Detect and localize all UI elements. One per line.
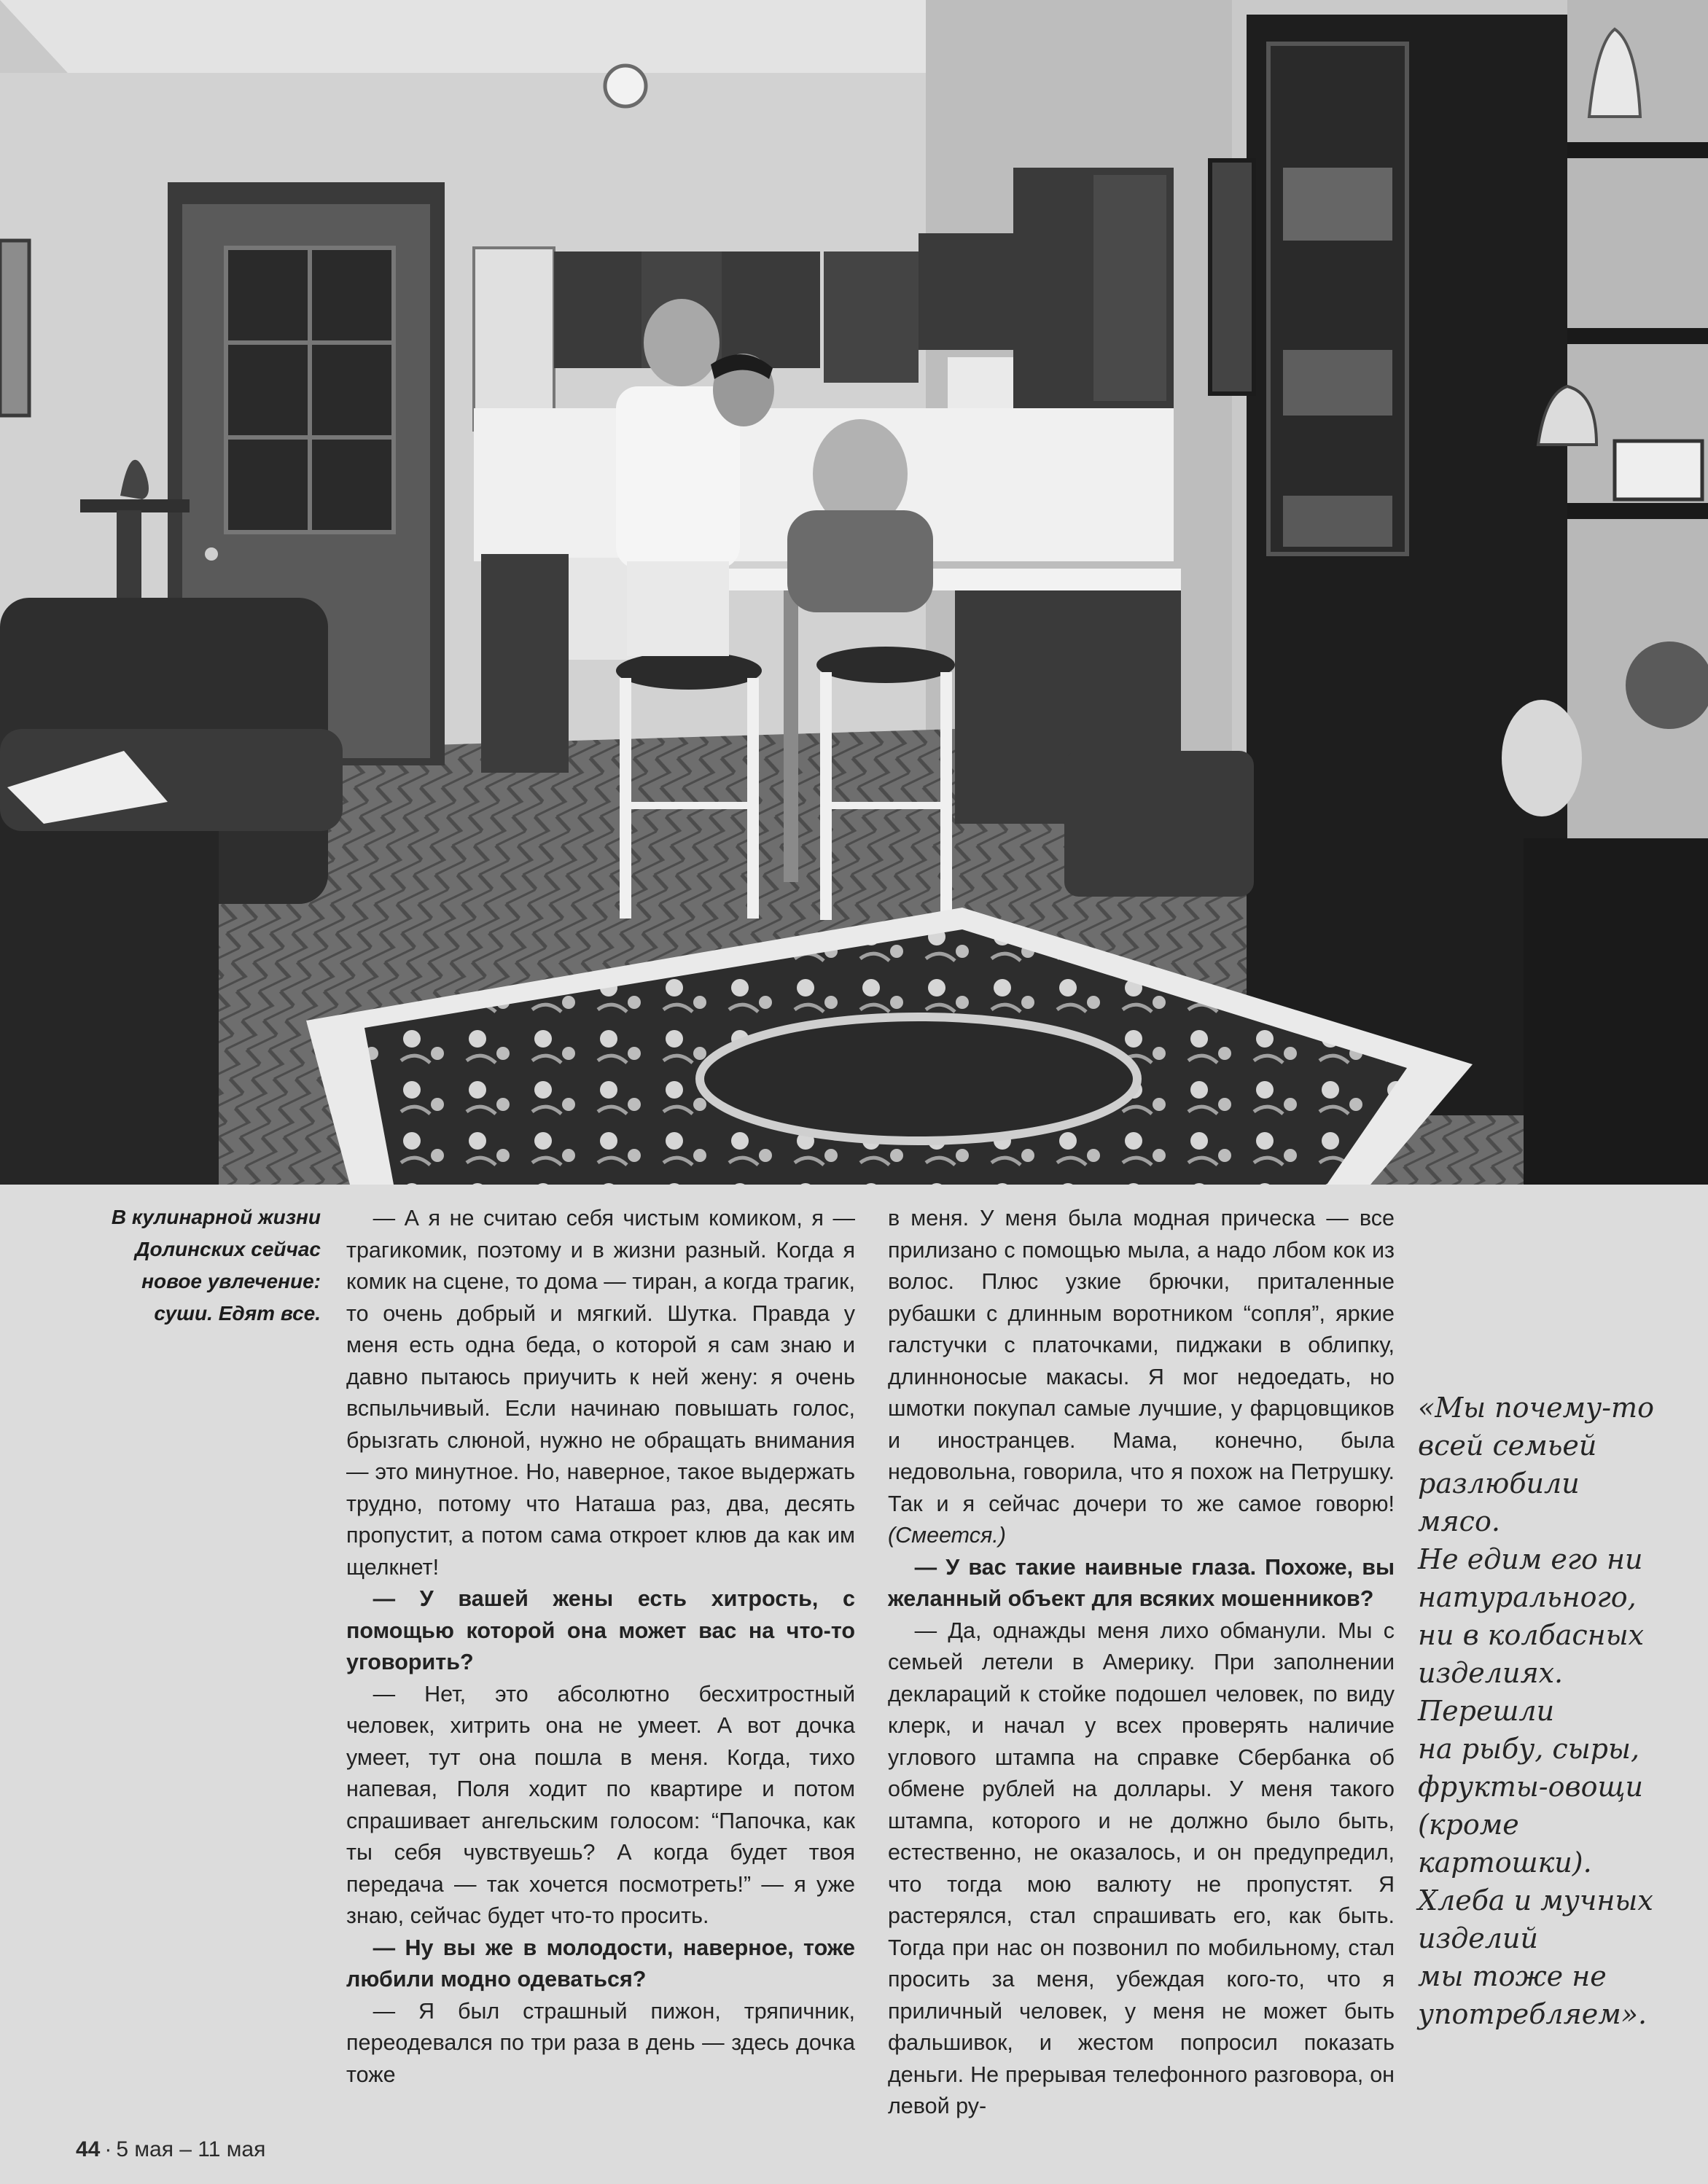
issue-dates: 5 мая – 11 мая <box>116 2137 266 2161</box>
answer-paragraph: — Я был страшный пижон, тряпичник, переодевался по три раза в день — здесь дочка тоже <box>346 1998 855 2087</box>
pull-quote-line: Хлеба и мучных <box>1418 1884 1653 1916</box>
interview-question: — Ну вы же в молодости, наверное, тоже любили модно одеваться? <box>346 1935 855 1992</box>
caption-line: Долинских сейчас <box>135 1238 321 1260</box>
stage-direction: (Смеется.) <box>888 1523 1006 1548</box>
pull-quote <box>1418 1389 1658 2033</box>
pull-quote-line: всей семьей <box>1418 1430 1597 1462</box>
article-column-1 <box>346 1203 855 2091</box>
pull-quote-line: ни в колбасных <box>1418 1619 1645 1651</box>
pull-quote-line: изделий <box>1418 1922 1538 1954</box>
photo-caption <box>87 1201 321 1330</box>
pull-quote-line: изделиях. <box>1418 1657 1564 1689</box>
pull-quote-line: употребляем». <box>1418 1998 1647 2030</box>
pull-quote-line: (кроме <box>1418 1809 1519 1841</box>
pull-quote-line: картошки). <box>1418 1846 1592 1879</box>
caption-line: суши. Едят все. <box>154 1302 321 1325</box>
interview-question: — У вашей жены есть хитрость, с помощью которой она может вас на что-то уговорить? <box>346 1586 855 1674</box>
pull-quote-line: Перешли <box>1418 1695 1555 1727</box>
caption-line: новое увлечение: <box>141 1270 321 1292</box>
page-footer <box>76 2137 265 2162</box>
answer-paragraph: — Нет, это абсолютно бесхитростный человек, хитрить она не умеет. А вот дочка умеет, тут она пошла в меня. Когда, тихо напевая, Поля ходит по квартире и потом спрашивает ангельским голосом: “Папочка, как ты себя чувствуешь? А когда будет твоя передача — так хочется посмотреть!” — я уже знаю, сейчас будет что-то просить. <box>346 1681 855 1928</box>
answer-paragraph: — А я не считаю себя чистым комиком, я — трагикомик, поэтому и в жизни разный. Когда я комик на сцене, то дома — тиран, а когда трагик, то очень добрый и мягкий. Шутка. Правда у меня есть одна беда, о которой я сам знаю и давно пытаюсь приучить к ней жену: я очень вспыльчивый. Если начинаю повышать голос, брызгать слюной, нужно не обращать внимания — это минутное. Но, наверное, такое выдержать трудно, потому что Наташа раз, два, десять пропустит, а потом сама откроет клюв да как им щелкнет! <box>346 1206 855 1580</box>
pull-quote-line: натурального, <box>1418 1581 1637 1613</box>
answer-text: в меня. У меня была модная прическа — все прилизано с помощью мыла, а надо лбом кок из волос. Плюс узкие брючки, приталенные рубашки с длинным воротником “сопля”, яркие галстучки с платочками, пиджаки в облипку, длинноносые макасы. Я мог недоедать, но шмотки покупал самые лучшие, у фарцовщиков и иностранцев. Мама, конечно, была недовольна, говорила, что я похож на Петрушку. Так и я сейчас дочери то же самое говорю! <box>888 1206 1395 1516</box>
pull-quote-line: разлюбили <box>1418 1467 1580 1499</box>
pull-quote-line: на рыбу, сыры, <box>1418 1733 1640 1765</box>
pull-quote-line: Не едим его ни <box>1418 1543 1643 1575</box>
pull-quote-line: мясо. <box>1418 1505 1500 1537</box>
pull-quote-line: фрукты-овощи <box>1418 1771 1644 1803</box>
folio-separator: · <box>104 2137 112 2161</box>
answer-paragraph <box>888 1203 1395 1552</box>
page-number: 44 <box>76 2137 101 2161</box>
interview-question: — У вас такие наивные глаза. Похоже, вы желанный объект для всяких мошенников? <box>888 1554 1395 1611</box>
caption-line: В кулинарной жизни <box>111 1206 321 1228</box>
pull-quote-line: «Мы почему-то <box>1418 1392 1654 1424</box>
article-column-2 <box>888 1203 1395 2123</box>
answer-paragraph: — Да, однажды меня лихо обманули. Мы с семьей летели в Америку. При заполнении деклараций к стойке подошел человек, по виду клерк, и начал у всех проверять наличие углового штампа на справке Сбербанка об обмене рублей на доллары. У меня такого штампа, которого и не должно было быть, естественно, не оказалось, и он предупредил, что тогда мою валюту не пропустят. Я растерялся, стал спрашивать его, как быть. Тогда при нас он позвонил по мобильному, стал просить за меня, убеждая кого-то, что я приличный человек, у меня не может быть фальшивок, и жестом попросил показать деньги. Не прерывая телефонного разговора, он левой ру- <box>888 1618 1395 2118</box>
pull-quote-line: мы тоже не <box>1418 1960 1607 1992</box>
